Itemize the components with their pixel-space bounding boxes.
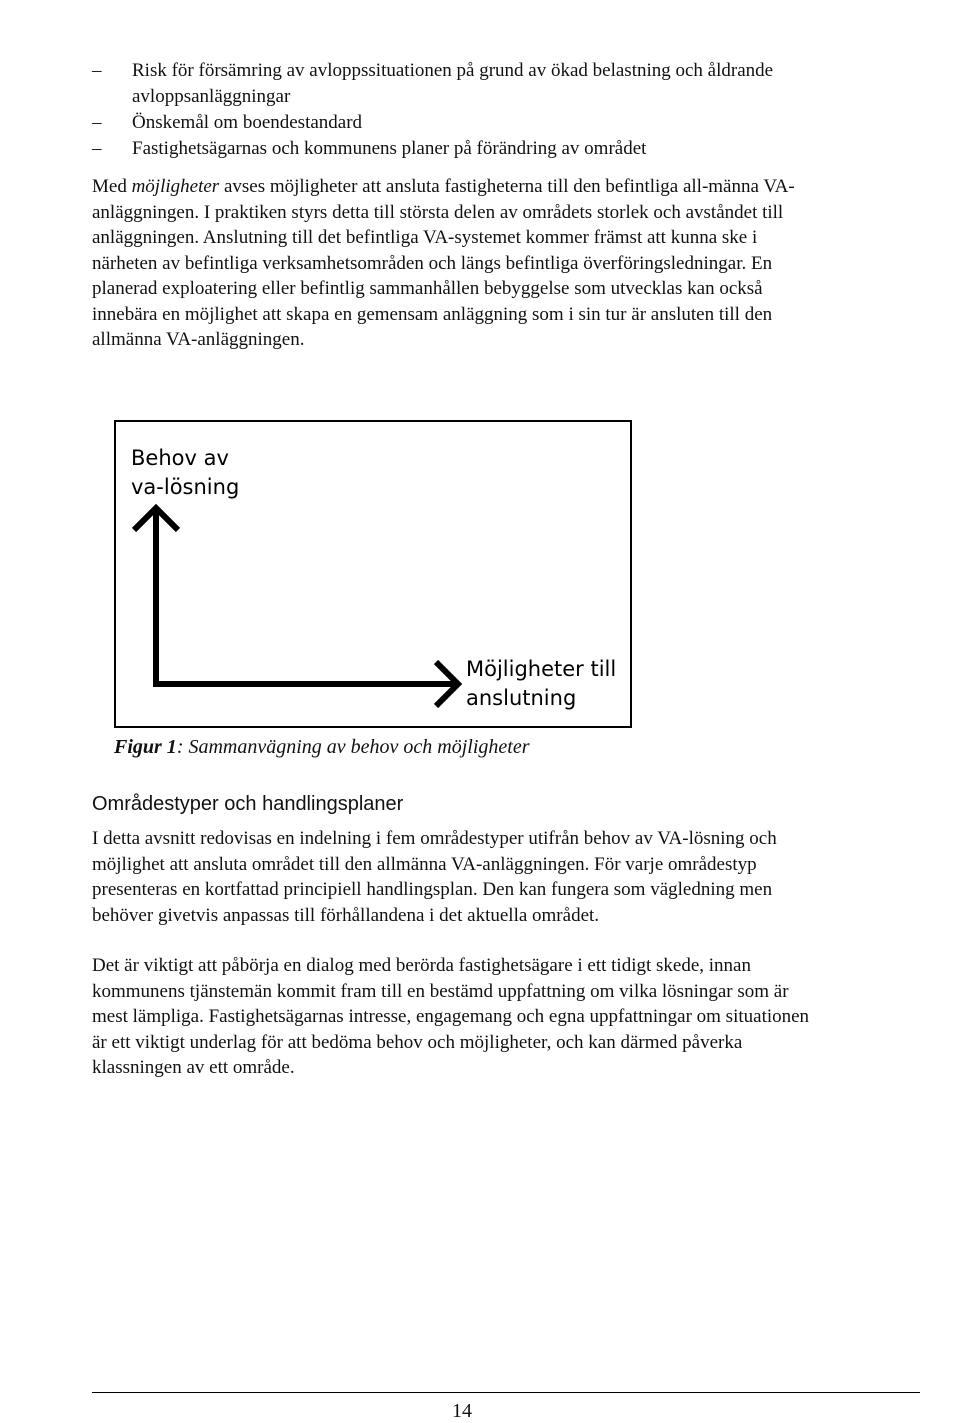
x-axis-label: [466, 655, 616, 713]
caption-text: : Sammanvägning av behov och möjligheter: [176, 736, 530, 758]
bullet-dash: –: [92, 138, 102, 159]
x-axis-label-line-1: Möjligheter till: [466, 657, 617, 681]
bullet-dash: –: [92, 60, 102, 81]
page-body: [92, 58, 822, 353]
list-item-text: Risk för försämring av avloppssituationen på grund av ökad belastning och åldrande avloppsanläggningar: [132, 60, 774, 107]
list-item-text: Önskemål om boendestandard: [132, 112, 363, 133]
x-axis-label-line-2: anslutning: [466, 686, 577, 710]
bullet-list: [92, 58, 822, 162]
paragraph-rest: avses möjligheter att ansluta fastigheterna till den befintliga all-männa VA-anläggningen. I praktiken styrs detta till största delen av områdets storlek och avståndet till anläggningen. Anslutning till det befintliga VA-systemet kommer främst att kunna ske i närheten av befintliga verksamhetsområden och längs befintliga överföringsledningar. En planerad exploatering eller befintlig sammanhållen bebyggelse som utvecklas kan också innebära en möjlighet att skapa en gemensam anläggning som i sin tur är ansluten till den allmänna VA-anläggningen.: [92, 176, 795, 350]
section-paragraph-2: Det är viktigt att påbörja en dialog med berörda fastighetsägare i ett tidigt skede, innan kommunens tjänstemän kommit fram till en bestämd uppfattning om vilka lösningar som är mest lämpliga. Fastighetsägarnas intresse, engagemang och egna uppfattningar om situationen är ett viktigt underlag för att bedöma behov och möjligheter, och kan därmed påverka klassningen av ett område.: [92, 955, 810, 1078]
y-axis-label: [131, 444, 239, 502]
page-number: 14: [452, 1400, 472, 1422]
section-heading: Områdestyper och handlingsplaner: [92, 793, 404, 815]
figure-caption: [114, 736, 530, 759]
list-item: [92, 110, 822, 136]
list-item-text: Fastighetsägarnas och kommunens planer på förändring av området: [132, 138, 647, 159]
paragraph-possibilities: [92, 174, 822, 353]
caption-label: Figur 1: [114, 736, 177, 758]
paragraph-lead: Med: [92, 176, 132, 197]
footer-rule: [92, 1392, 920, 1393]
y-axis-label-line-2: va-lösning: [131, 475, 240, 499]
y-axis-label-line-1: Behov av: [131, 446, 229, 470]
list-item: [92, 58, 822, 110]
bullet-dash: –: [92, 112, 102, 133]
section-paragraph-1: I detta avsnitt redovisas en indelning i fem områdestyper utifrån behov av VA-lösning och möjlighet att ansluta området till den allmänna VA-anläggningen. För varje områdestyp presenteras en kortfattad principiell handlingsplan. Den kan fungera som vägledning men behöver givetvis anpassas till förhållandena i det aktuella området.: [92, 828, 777, 926]
section-body: [92, 826, 822, 1081]
figure-diagram: [114, 420, 632, 728]
paragraph-emphasis: möjligheter: [131, 176, 220, 197]
list-item: [92, 136, 822, 162]
